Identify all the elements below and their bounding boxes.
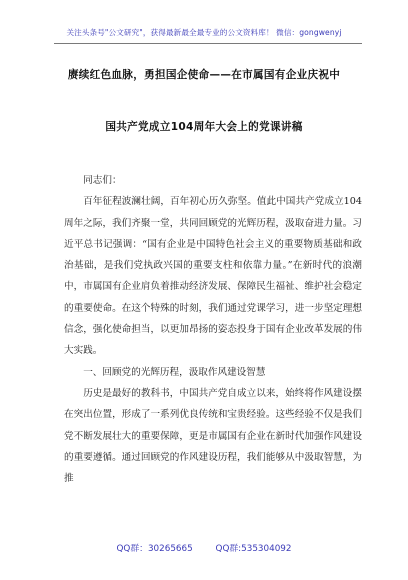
paragraph: 历史是最好的教科书，中国共产党自成立以来，始终将作风建设摆在突出位置，形成了一系列优良传统和宝贵经验。这些经验不仅是我们党不断发展壮大的重要保障，更是市属国有企业在新时代加强作风建设的重要遵循。通过回顾党的作风建设历程，我们能够从中汲取智慧，为推 (64, 387, 362, 485)
document-body (64, 170, 362, 489)
document-title-line-1: 赓续红色血脉，勇担国企使命——在市属国有企业庆祝中 (67, 69, 341, 81)
document-title-line-2: 国共产党成立104周年大会上的党课讲稿 (105, 121, 303, 133)
header-divider (54, 43, 362, 44)
section-heading: 一、回顾党的光辉历程，汲取作风建设智慧 (83, 366, 266, 378)
paragraph: 百年征程波澜壮阔，百年初心历久弥坚。值此中国共产党成立104周年之际，我们齐聚一堂，共同回顾党的光辉历程，汲取奋进力量。习近平总书记强调：“国有企业是中国特色社会主义的重要物质基础和政治基础，是我们党执政兴国的重要支柱和依靠力量。”在新时代的浪潮中，市属国有企业肩负着推动经济发展、保障民生福祉、维护社会稳定的重要使命。在这个特殊的时刻，我们通过党课学习，进一步坚定理想信念，强化使命担当，以更加昂扬的姿态投身于国有企业改革发展的伟大实践。 (64, 196, 362, 357)
header-banner: 关注头条号"公文研究"，获得最新最全最专业的公文资料库！ 微信：gongwenyj (66, 28, 342, 37)
footer-qq-group-1: QQ群：30265665 (116, 544, 193, 554)
footer (0, 541, 408, 554)
footer-qq-group-2: QQ群:535304092 (215, 544, 292, 554)
greeting: 同志们： (83, 175, 122, 186)
